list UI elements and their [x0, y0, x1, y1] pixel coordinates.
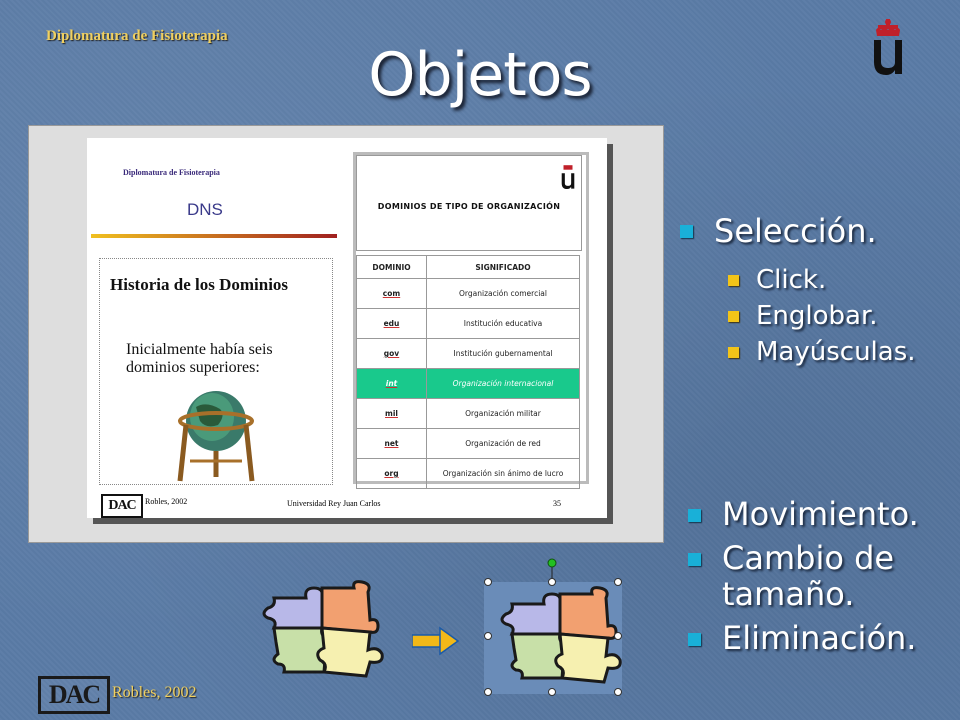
domain-cell: com — [357, 279, 427, 309]
bullet-list-actions — [688, 496, 948, 664]
bullet-label: Eliminación. — [722, 619, 917, 657]
bullet-label: Englobar. — [756, 301, 878, 331]
bullet-square-icon — [728, 275, 739, 286]
domain-cell: mil — [357, 399, 427, 429]
meaning-cell: Institución educativa — [427, 309, 580, 339]
bullet-label: Mayúsculas. — [756, 337, 916, 367]
embedded-header: Diplomatura de Fisioterapia — [123, 168, 220, 177]
bullet-label: Cambio de tamaño. — [722, 539, 895, 613]
bullet-square-icon — [688, 633, 701, 646]
dns-table-title: DOMINIOS DE TIPO DE ORGANIZACIÓN — [377, 202, 561, 211]
header-program: Diplomatura de Fisioterapia — [46, 28, 228, 44]
bullet-eliminacion — [688, 620, 948, 656]
domain-cell: edu — [357, 309, 427, 339]
table-row-highlighted — [357, 369, 580, 399]
bullet-mayusculas — [728, 334, 916, 370]
bullet-englobar — [728, 298, 916, 334]
domain-cell: org — [357, 459, 427, 489]
puzzle-icon[interactable] — [254, 580, 394, 690]
dac-logo: DAC — [38, 676, 110, 714]
domain-cell: net — [357, 429, 427, 459]
bullet-label: Click. — [756, 265, 827, 295]
meaning-cell: Organización internacional — [427, 369, 580, 399]
embedded-box-text: Inicialmente había seis dominios superiores: — [126, 341, 273, 377]
table-row — [357, 399, 580, 429]
embedded-footer-logo: DAC — [101, 494, 143, 518]
embedded-page-number: 35 — [553, 499, 561, 508]
bullet-label: Movimiento. — [722, 495, 919, 533]
bullet-label: Selección. — [714, 212, 877, 250]
meaning-cell: Organización militar — [427, 399, 580, 429]
university-logo-icon — [868, 16, 908, 76]
column-header: SIGNIFICADO — [427, 256, 580, 279]
embedded-slide[interactable] — [87, 138, 607, 518]
embedded-slide-frame[interactable] — [28, 125, 664, 543]
bullet-list-main — [680, 212, 877, 250]
meaning-cell: Institución gubernamental — [427, 339, 580, 369]
meaning-cell: Organización comercial — [427, 279, 580, 309]
embedded-title: DNS — [187, 200, 223, 219]
selected-puzzle-icon[interactable] — [480, 556, 630, 700]
arrow-right-icon — [412, 626, 460, 656]
bullet-seleccion — [680, 212, 877, 250]
university-logo-icon — [559, 162, 577, 190]
table-row — [357, 429, 580, 459]
meaning-cell: Organización de red — [427, 429, 580, 459]
table-row — [357, 339, 580, 369]
meaning-cell: Organización sin ánimo de lucro — [427, 459, 580, 489]
embedded-divider — [91, 234, 337, 238]
table-row — [357, 309, 580, 339]
dns-table-header — [356, 155, 582, 251]
bullet-square-icon — [680, 225, 693, 238]
bullet-click — [728, 262, 916, 298]
domain-cell: int — [357, 369, 427, 399]
embedded-content-box — [99, 258, 333, 485]
embedded-box-title: Historia de los Dominios — [110, 275, 289, 294]
embedded-footer-university: Universidad Rey Juan Carlos — [287, 499, 381, 508]
embedded-footer-author: Robles, 2002 — [145, 497, 188, 506]
bullet-square-icon — [728, 311, 739, 322]
table-row — [357, 279, 580, 309]
slide-title: Objetos — [368, 40, 592, 110]
globe-icon — [176, 385, 256, 485]
bullet-cambio-tamano — [688, 540, 948, 612]
dns-table — [356, 255, 580, 489]
table-row — [357, 459, 580, 489]
domain-cell: gov — [357, 339, 427, 369]
dns-table-panel — [353, 152, 589, 484]
bullet-square-icon — [728, 347, 739, 358]
bullet-list-sub — [728, 262, 916, 370]
column-header: DOMINIO — [357, 256, 427, 279]
bullet-square-icon — [688, 509, 701, 522]
bullet-movimiento — [688, 496, 948, 532]
bullet-square-icon — [688, 553, 701, 566]
footer-author: Robles, 2002 — [112, 684, 197, 701]
